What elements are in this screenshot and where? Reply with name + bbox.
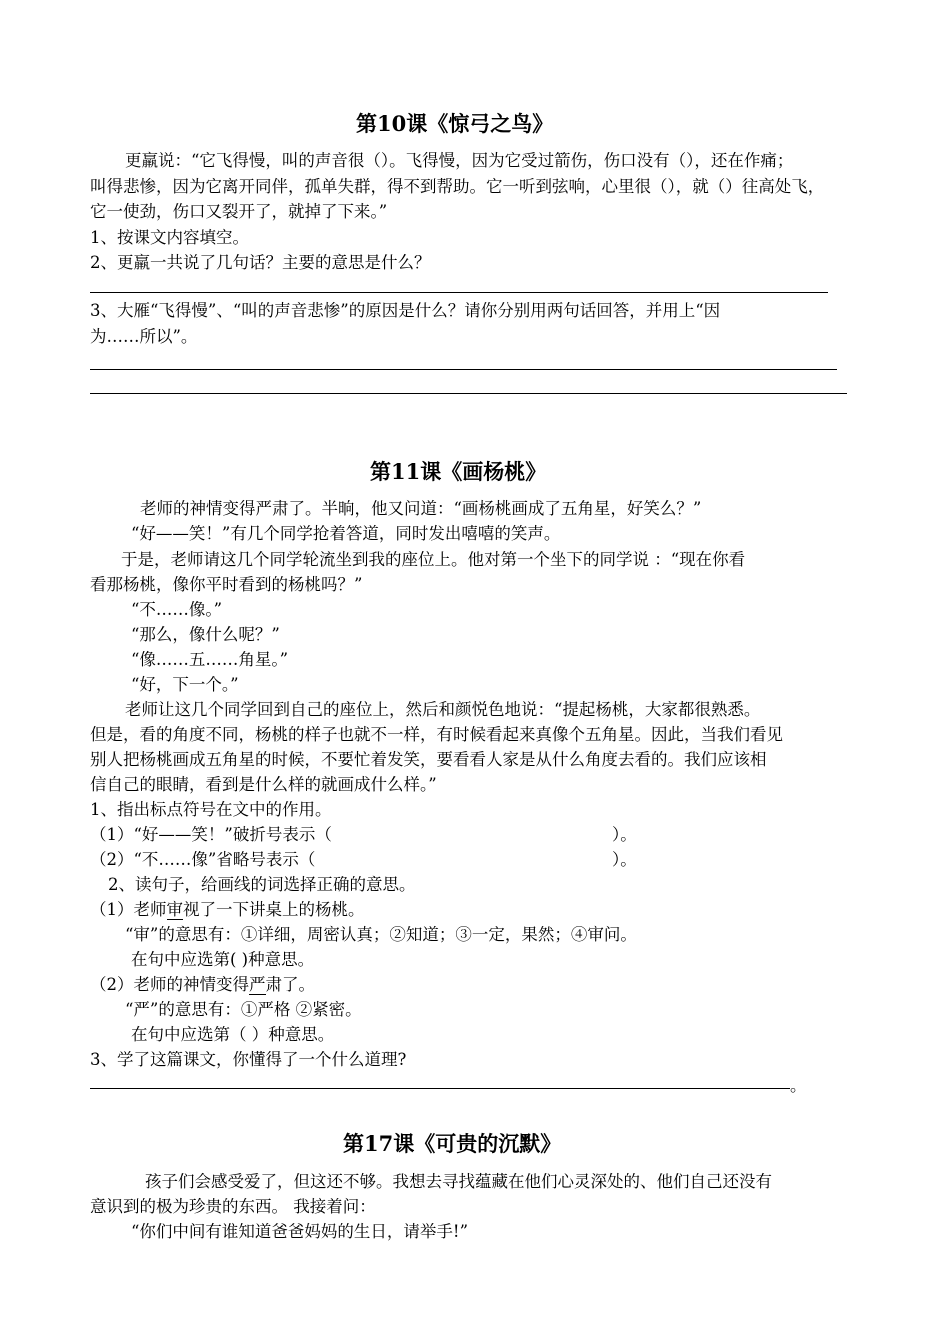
lesson17-passage-line: “你们中间有谁知道爸爸妈妈的生日，请举手!” bbox=[131, 1222, 469, 1241]
lesson10-question-3-cont: 为……所以”。 bbox=[90, 327, 198, 346]
underlined-word: 严 bbox=[249, 975, 266, 994]
lesson10-passage-line: 叫得悲惨，因为它离开同伴，孤单失群，得不到帮助。它一听到弦响，心里很（），就（）往高处飞， bbox=[90, 177, 825, 196]
answer-blank-close: ）。 bbox=[612, 825, 637, 844]
lesson11-question-1-1: （1）“好——笑！”破折号表示（ bbox=[90, 825, 332, 844]
lesson11-passage-line: “好，下一个。” bbox=[131, 675, 239, 694]
lesson11-choose-2: 在句中应选第（ ）种意思。 bbox=[131, 1025, 335, 1044]
lesson11-passage-line: 于是，老师请这几个同学轮流坐到我的座位上。他对第一个坐下的同学说 ：“现在你看 bbox=[121, 550, 746, 569]
lesson11-passage-line: “那么，像什么呢？” bbox=[131, 625, 280, 644]
lesson11-passage-line: 老师的神情变得严肃了。半晌，他又问道：“画杨桃画成了五角星，好笑么？” bbox=[140, 499, 702, 518]
lesson10-passage-line: 它一使劲，伤口又裂开了，就掉了下来。” bbox=[90, 202, 388, 221]
lesson10-passage-line: 更羸说：“它飞得慢，叫的声音很（）。飞得慢，因为它受过箭伤，伤口没有（），还在作痛； bbox=[125, 151, 794, 170]
lesson11-title: 第11课《画杨桃》 bbox=[370, 459, 547, 484]
lesson11-question-1-2: （2）“不……像”省略号表示（ bbox=[90, 850, 316, 869]
lesson11-question-2-2: （2）老师的神情变得严肃了。 bbox=[90, 975, 315, 994]
lesson17-title: 第17课《可贵的沉默》 bbox=[343, 1131, 562, 1156]
lesson11-passage-line: 信自己的眼睛，看到是什么样的就画成什么样。” bbox=[90, 775, 437, 794]
lesson11-question-2: 2、读句子，给画线的词选择正确的意思。 bbox=[108, 875, 416, 894]
lesson17-passage-line: 孩子们会感受爱了，但这还不够。我想去寻找蕴藏在他们心灵深处的、他们自己还没有 bbox=[145, 1172, 772, 1191]
lesson11-question-2-1: （1）老师审视了一下讲桌上的杨桃。 bbox=[90, 900, 365, 919]
underlined-word: 审 bbox=[166, 900, 183, 919]
lesson11-choose-1: 在句中应选第( )种意思。 bbox=[131, 950, 315, 969]
lesson11-passage-line: “好——笑！”有几个同学抢着答道，同时发出嘻嘻的笑声。 bbox=[131, 524, 561, 543]
lesson11-passage-line: “像……五……角星。” bbox=[131, 650, 289, 669]
lesson11-meanings-1: “审”的意思有：①详细，周密认真；②知道；③一定，果然；④审问。 bbox=[125, 925, 637, 944]
lesson11-passage-line: “不……像。” bbox=[131, 600, 223, 619]
lesson11-passage-line: 别人把杨桃画成五角星的时候，不要忙着发笑，要看看人家是从什么角度去看的。我们应该相 bbox=[90, 750, 767, 769]
lesson10-title: 第10课《惊弓之鸟》 bbox=[356, 111, 554, 136]
lesson11-passage-line: 看那杨桃，像你平时看到的杨桃吗？” bbox=[90, 575, 363, 594]
lesson11-question-1: 1、指出标点符号在文中的作用。 bbox=[90, 800, 332, 819]
lesson10-question-3: 3、大雁“飞得慢”、“叫的声音悲惨”的原因是什么？请你分别用两句话回答，并用上“因 bbox=[90, 301, 721, 320]
answer-line[interactable] bbox=[90, 369, 837, 370]
answer-line[interactable] bbox=[90, 393, 847, 394]
lesson11-meanings-2: “严”的意思有：①严格 ②紧密。 bbox=[125, 1000, 362, 1019]
answer-line[interactable] bbox=[90, 1088, 790, 1089]
lesson17-passage-line: 意识到的极为珍贵的东西。 我接着问： bbox=[90, 1197, 376, 1216]
lesson11-passage-line: 老师让这几个同学回到自己的座位上，然后和颜悦色地说：“提起杨桃，大家都很熟悉。 bbox=[125, 700, 761, 719]
lesson10-question-1: 1、按课文内容填空。 bbox=[90, 228, 249, 247]
answer-line[interactable] bbox=[90, 292, 828, 293]
answer-blank-close: ）。 bbox=[612, 850, 637, 869]
lesson11-passage-line: 但是，看的角度不同，杨桃的样子也就不一样，有时候看起来真像个五角星。因此，当我们看见 bbox=[90, 725, 783, 744]
answer-line-end: 。 bbox=[790, 1076, 807, 1095]
lesson10-question-2: 2、更羸一共说了几句话？主要的意思是什么？ bbox=[90, 253, 431, 272]
lesson11-question-3: 3、学了这篇课文，你懂得了一个什么道理? bbox=[90, 1050, 407, 1069]
